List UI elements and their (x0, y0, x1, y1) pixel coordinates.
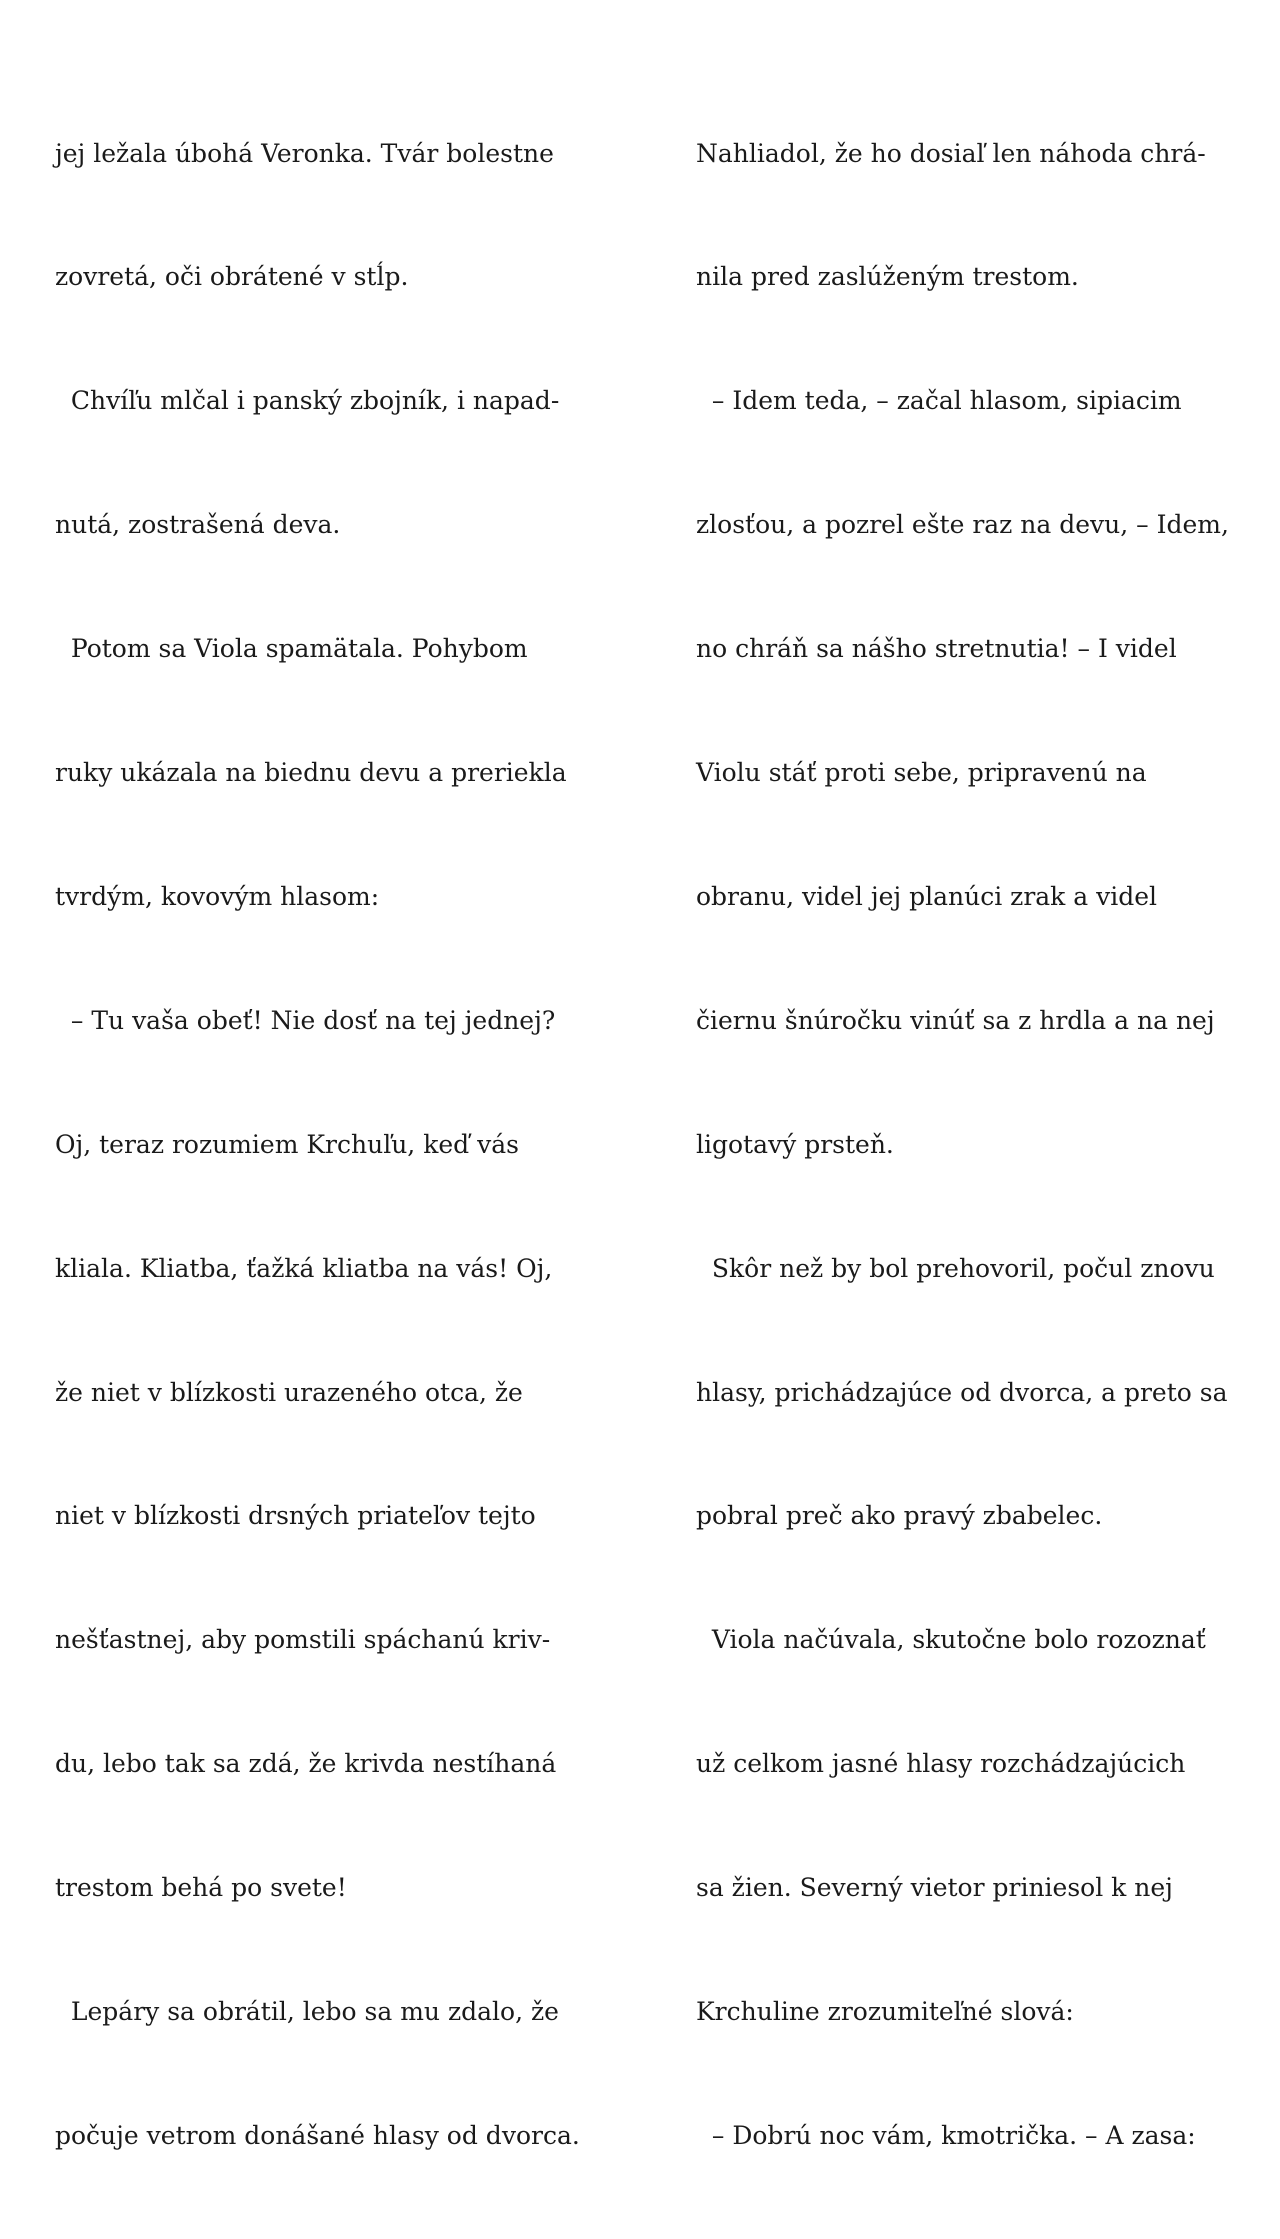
text-line: nila pred zaslúženým trestom. (696, 262, 1079, 292)
text-line: ligotavý prsteň. (696, 1129, 894, 1159)
text-line: Violu stáť proti sebe, pripravenú na (696, 758, 1147, 788)
text-line: počuje vetrom donášané hlasy od dvorca. (55, 2120, 580, 2150)
text-line: nutá, zostrašená deva. (55, 510, 341, 540)
right-page-text (696, 50, 1256, 2239)
text-line: Viola načúvala, skutočne bolo rozoznať (696, 1625, 1206, 1655)
text-line: no chráň sa nášho stretnutia! – I videl (696, 634, 1177, 664)
text-line: – Dobrú noc vám, kmotrička. – A zasa: (696, 2120, 1196, 2150)
text-line: sa žien. Severný vietor priniesol k nej (696, 1873, 1173, 1903)
text-line: tvrdým, kovovým hlasom: (55, 881, 380, 911)
text-line: že niet v blízkosti urazeného otca, že (55, 1377, 523, 1407)
text-line: – Idem teda, – začal hlasom, sipiacim (696, 386, 1182, 416)
text-line: pobral preč ako pravý zbabelec. (696, 1501, 1103, 1531)
text-line: Chvíľu mlčal i panský zbojník, i napad- (55, 386, 560, 416)
text-line: jej ležala úbohá Veronka. Tvár bolestne (55, 138, 554, 168)
left-page-text (55, 50, 615, 2239)
text-line: niet v blízkosti drsných priateľov tejto (55, 1501, 536, 1531)
text-line: obranu, videl jej planúci zrak a videl (696, 881, 1158, 911)
text-line: Potom sa Viola spamätala. Pohybom (55, 634, 528, 664)
text-line: Nahliadol, že ho dosiaľ len náhoda chrá- (696, 138, 1206, 168)
text-line: čiernu šnúročku vinúť sa z hrdla a na nej (696, 1005, 1215, 1035)
text-line: hlasy, prichádzajúce od dvorca, a preto sa (696, 1377, 1228, 1407)
text-line: nešťastnej, aby pomstili spáchanú kriv- (55, 1625, 551, 1655)
text-line: ruky ukázala na biednu devu a preriekla (55, 758, 567, 788)
text-line: Skôr než by bol prehovoril, počul znovu (696, 1253, 1215, 1283)
text-line: Lepáry sa obrátil, lebo sa mu zdalo, že (55, 1996, 559, 2026)
text-line: Oj, teraz rozumiem Krchuľu, keď vás (55, 1129, 519, 1159)
text-line: trestom behá po svete! (55, 1873, 347, 1903)
text-line: du, lebo tak sa zdá, že krivda nestíhaná (55, 1749, 557, 1779)
text-line: kliala. Kliatba, ťažká kliatba na vás! Oj, (55, 1253, 553, 1283)
text-line: už celkom jasné hlasy rozchádzajúcich (696, 1749, 1186, 1779)
text-line: Krchuline zrozumiteľné slová: (696, 1996, 1074, 2026)
text-line: zovretá, oči obrátené v stĺp. (55, 262, 409, 292)
text-line: zlosťou, a pozrel ešte raz na devu, – Idem, (696, 510, 1229, 540)
text-line: – Tu vaša obeť! Nie dosť na tej jednej? (55, 1005, 556, 1035)
